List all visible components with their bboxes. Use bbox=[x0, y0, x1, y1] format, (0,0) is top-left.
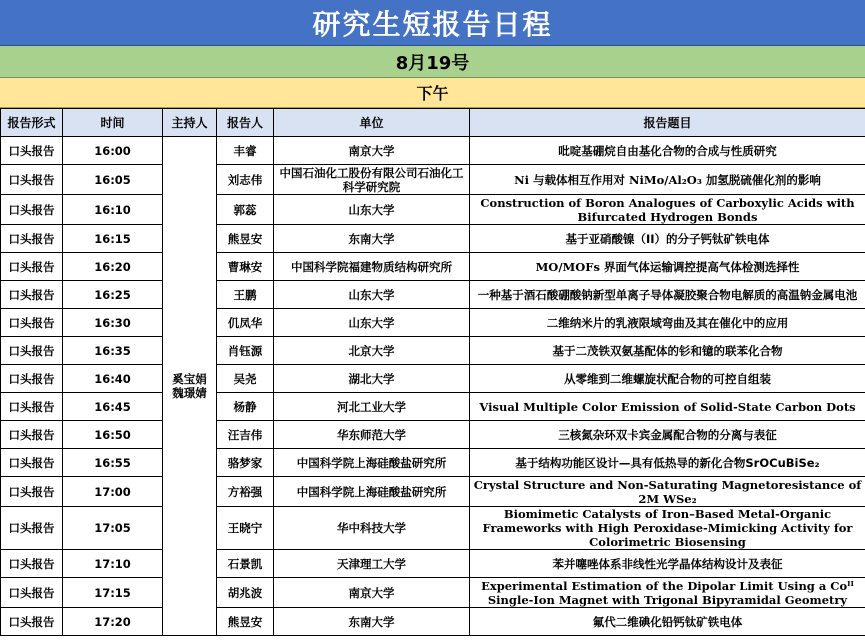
row-form: 口头报告 bbox=[1, 507, 63, 550]
row-time: 16:20 bbox=[63, 253, 163, 281]
host-name: 奚宝娟 bbox=[172, 372, 207, 386]
row-title: Experimental Estimation of the Dipolar Limit Using a Coᴵᴵ Single-Ion Magnet with Trigonal Bipyramidal Geometry bbox=[470, 578, 865, 608]
row-unit: 南京大学 bbox=[274, 137, 470, 165]
row-form: 口头报告 bbox=[1, 578, 63, 608]
row-speaker: 胡兆波 bbox=[217, 578, 274, 608]
row-unit: 山东大学 bbox=[274, 195, 470, 225]
column-header-title: 报告题目 bbox=[470, 109, 865, 137]
row-time: 16:35 bbox=[63, 337, 163, 365]
row-form: 口头报告 bbox=[1, 365, 63, 393]
row-title: 三核氮杂环双卡宾金属配合物的分离与表征 bbox=[470, 421, 865, 449]
row-form: 口头报告 bbox=[1, 393, 63, 421]
row-form: 口头报告 bbox=[1, 477, 63, 507]
row-title: 吡啶基硼烷自由基化合物的合成与性质研究 bbox=[470, 137, 865, 165]
row-form: 口头报告 bbox=[1, 225, 63, 253]
row-speaker: 方裕强 bbox=[217, 477, 274, 507]
row-title: 基于结构功能区设计—具有低热导的新化合物SrOCuBiSe₂ bbox=[470, 449, 865, 477]
row-unit: 东南大学 bbox=[274, 608, 470, 636]
row-time: 16:30 bbox=[63, 309, 163, 337]
row-unit: 中国科学院福建物质结构研究所 bbox=[274, 253, 470, 281]
column-header-host: 主持人 bbox=[163, 109, 217, 137]
table-row bbox=[1, 365, 865, 393]
row-time: 17:05 bbox=[63, 507, 163, 550]
host-cell bbox=[163, 137, 217, 636]
row-unit: 山东大学 bbox=[274, 309, 470, 337]
row-title: Visual Multiple Color Emission of Solid-State Carbon Dots bbox=[470, 393, 865, 421]
table-row bbox=[1, 449, 865, 477]
row-title: Crystal Structure and Non-Saturating Magnetoresistance of 2M WSe₂ bbox=[470, 477, 865, 507]
session-bar: 下午 bbox=[0, 78, 865, 108]
row-form: 口头报告 bbox=[1, 165, 63, 195]
table-row bbox=[1, 421, 865, 449]
row-unit: 南京大学 bbox=[274, 578, 470, 608]
row-time: 16:40 bbox=[63, 365, 163, 393]
row-time: 16:25 bbox=[63, 281, 163, 309]
row-time: 16:10 bbox=[63, 195, 163, 225]
row-time: 17:20 bbox=[63, 608, 163, 636]
column-header-time: 时间 bbox=[63, 109, 163, 137]
date-bar: 8月19号 bbox=[0, 46, 865, 78]
row-form: 口头报告 bbox=[1, 608, 63, 636]
table-row bbox=[1, 507, 865, 550]
row-title: 基于二茂铁双氨基配体的钐和镱的联苯化合物 bbox=[470, 337, 865, 365]
table-row bbox=[1, 225, 865, 253]
row-unit: 北京大学 bbox=[274, 337, 470, 365]
row-unit: 东南大学 bbox=[274, 225, 470, 253]
row-unit: 湖北大学 bbox=[274, 365, 470, 393]
row-form: 口头报告 bbox=[1, 550, 63, 578]
row-unit: 中国科学院上海硅酸盐研究所 bbox=[274, 477, 470, 507]
row-time: 16:05 bbox=[63, 165, 163, 195]
host-name: 魏璟婧 bbox=[172, 386, 207, 400]
row-speaker: 郭蕊 bbox=[217, 195, 274, 225]
table-row bbox=[1, 137, 865, 165]
table-row bbox=[1, 253, 865, 281]
row-form: 口头报告 bbox=[1, 421, 63, 449]
row-title: 二维纳米片的乳液限域弯曲及其在催化中的应用 bbox=[470, 309, 865, 337]
column-header-unit: 单位 bbox=[274, 109, 470, 137]
row-title: MO/MOFs 界面气体运输调控提高气体检测选择性 bbox=[470, 253, 865, 281]
schedule-body bbox=[1, 137, 865, 636]
table-row bbox=[1, 393, 865, 421]
table-row bbox=[1, 337, 865, 365]
row-form: 口头报告 bbox=[1, 281, 63, 309]
row-title: 一种基于酒石酸硼酸钠新型单离子导体凝胶聚合物电解质的高温钠金属电池 bbox=[470, 281, 865, 309]
row-speaker: 汪吉伟 bbox=[217, 421, 274, 449]
row-unit: 中国石油化工股份有限公司石油化工科学研究院 bbox=[274, 165, 470, 195]
table-row bbox=[1, 165, 865, 195]
row-time: 16:55 bbox=[63, 449, 163, 477]
row-form: 口头报告 bbox=[1, 337, 63, 365]
row-time: 17:15 bbox=[63, 578, 163, 608]
row-speaker: 熊昱安 bbox=[217, 225, 274, 253]
row-form: 口头报告 bbox=[1, 253, 63, 281]
row-form: 口头报告 bbox=[1, 195, 63, 225]
row-title: 从零维到二维螺旋状配合物的可控自组装 bbox=[470, 365, 865, 393]
column-header-speaker: 报告人 bbox=[217, 109, 274, 137]
row-unit: 中国科学院上海硅酸盐研究所 bbox=[274, 449, 470, 477]
row-speaker: 曹琳安 bbox=[217, 253, 274, 281]
schedule-table bbox=[0, 108, 865, 636]
row-title: 基于亚硝酸镍（II）的分子钙钛矿铁电体 bbox=[470, 225, 865, 253]
row-time: 16:00 bbox=[63, 137, 163, 165]
row-speaker: 丰睿 bbox=[217, 137, 274, 165]
row-speaker: 王鹏 bbox=[217, 281, 274, 309]
row-form: 口头报告 bbox=[1, 137, 63, 165]
row-unit: 天津理工大学 bbox=[274, 550, 470, 578]
row-speaker: 吴尧 bbox=[217, 365, 274, 393]
table-row bbox=[1, 281, 865, 309]
row-time: 16:15 bbox=[63, 225, 163, 253]
table-row bbox=[1, 550, 865, 578]
row-speaker: 骆梦家 bbox=[217, 449, 274, 477]
row-time: 17:00 bbox=[63, 477, 163, 507]
column-header-form: 报告形式 bbox=[1, 109, 63, 137]
row-unit: 山东大学 bbox=[274, 281, 470, 309]
row-time: 16:50 bbox=[63, 421, 163, 449]
row-form: 口头报告 bbox=[1, 309, 63, 337]
row-time: 17:10 bbox=[63, 550, 163, 578]
row-title: 苯并噻唑体系非线性光学晶体结构设计及表征 bbox=[470, 550, 865, 578]
row-time: 16:45 bbox=[63, 393, 163, 421]
row-unit: 河北工业大学 bbox=[274, 393, 470, 421]
row-unit: 华东师范大学 bbox=[274, 421, 470, 449]
row-title: Ni 与载体相互作用对 NiMo/Al₂O₃ 加氢脱硫催化剂的影响 bbox=[470, 165, 865, 195]
page-title: 研究生短报告日程 bbox=[0, 0, 865, 46]
row-unit: 华中科技大学 bbox=[274, 507, 470, 550]
row-speaker: 仉凤华 bbox=[217, 309, 274, 337]
table-row bbox=[1, 195, 865, 225]
row-speaker: 石景凯 bbox=[217, 550, 274, 578]
row-speaker: 王晓宁 bbox=[217, 507, 274, 550]
row-speaker: 肖钰源 bbox=[217, 337, 274, 365]
table-row bbox=[1, 608, 865, 636]
table-header-row bbox=[1, 109, 865, 137]
row-form: 口头报告 bbox=[1, 449, 63, 477]
row-title: Construction of Boron Analogues of Carboxylic Acids with Bifurcated Hydrogen Bonds bbox=[470, 195, 865, 225]
row-speaker: 刘志伟 bbox=[217, 165, 274, 195]
table-row bbox=[1, 477, 865, 507]
row-title: 氟代二维碘化铅钙钛矿铁电体 bbox=[470, 608, 865, 636]
row-speaker: 熊昱安 bbox=[217, 608, 274, 636]
table-row bbox=[1, 578, 865, 608]
table-row bbox=[1, 309, 865, 337]
row-speaker: 杨静 bbox=[217, 393, 274, 421]
row-title: Biomimetic Catalysts of Iron–Based Metal-Organic Frameworks with High Peroxidase-Mimicking Activity for Colorimetric Biosensing bbox=[470, 507, 865, 550]
